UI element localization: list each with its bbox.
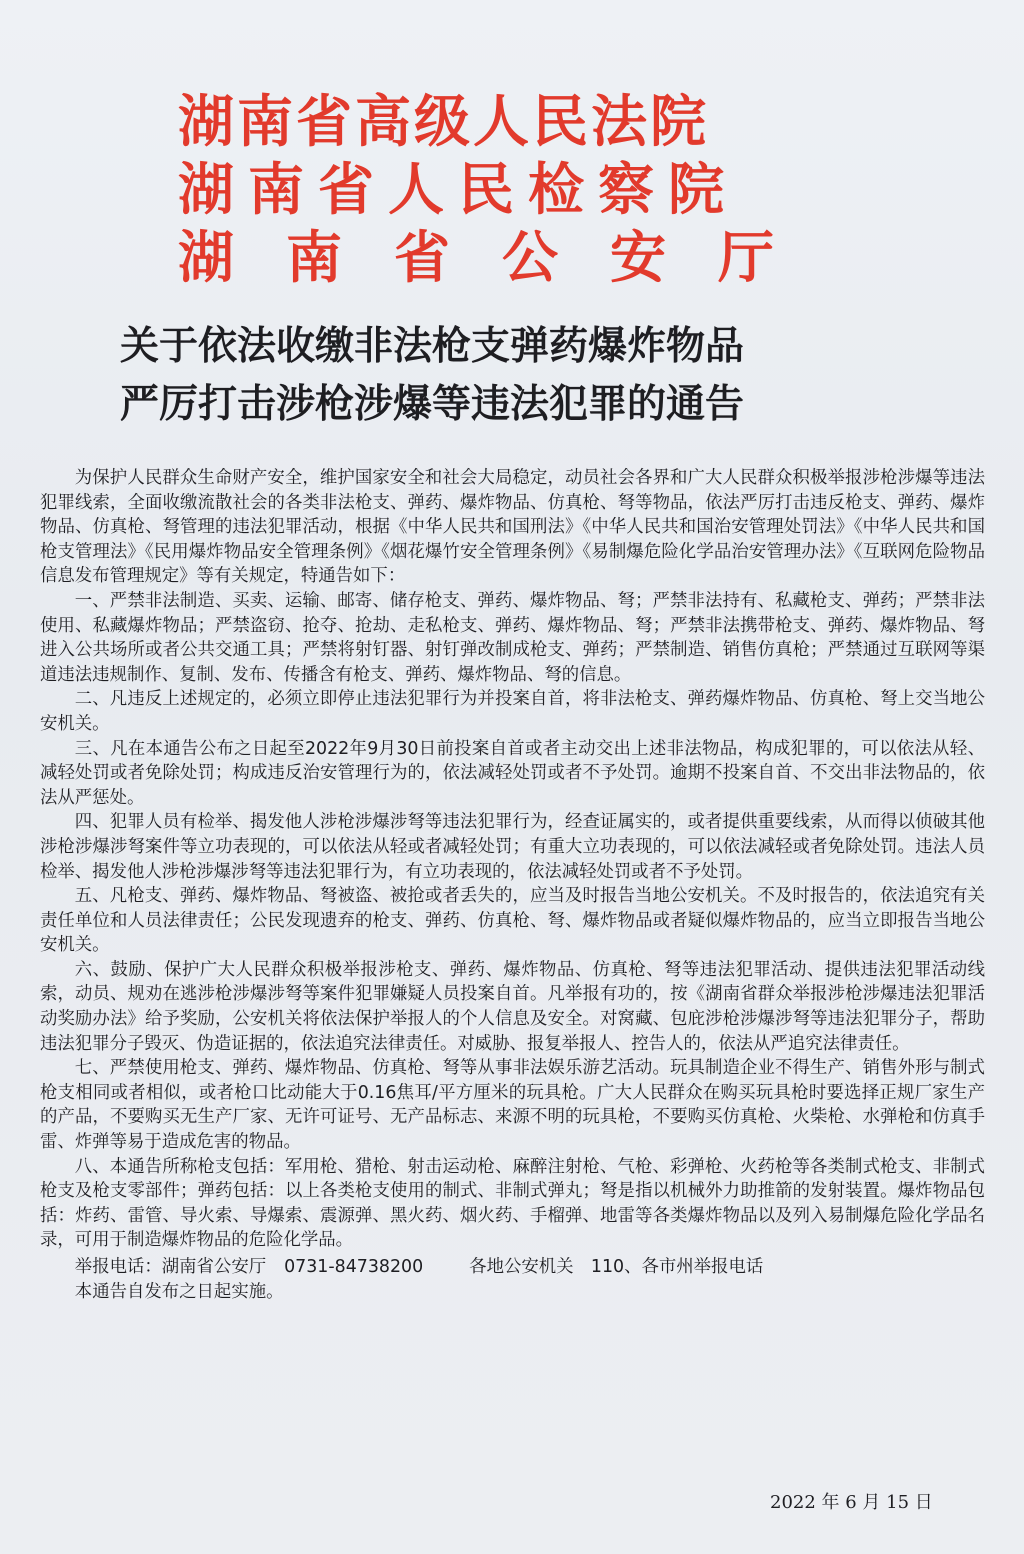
effective-statement: 本通告自发布之日起实施。 (74, 1281, 284, 1302)
report-phone-label: 举报电话：湖南省公安厅 (74, 1257, 267, 1277)
notice-title (120, 320, 920, 432)
notice-body (40, 466, 985, 1304)
clause-5: 五、凡枪支、弹药、爆炸物品、弩被盗、被抢或者丢失的，应当及时报告当地公安机关。不及时报告的，依法追究有关责任单位和人员法律责任；公民发现遗弃的枪支、弹药、仿真枪、弩、爆炸物品或者疑似爆炸物品的，应当立即报告当地公安机关。 (40, 886, 985, 956)
report-phone-number: 0731-84738200 (284, 1257, 424, 1277)
clause-6: 六、鼓励、保护广大人民群众积极举报涉枪支、弹药、爆炸物品、仿真枪、弩等违法犯罪活动、提供违法犯罪活动线索，动员、规劝在逃涉枪涉爆涉弩等案件犯罪嫌疑人员投案自首。凡举报有功的，按《湖南省群众举报涉枪涉爆违法犯罪活动奖励办法》给予奖励，公安机关将依法保护举报人的个人信息及安全。对窝藏、包庇涉枪涉爆涉弩等违法犯罪分子，帮助违法犯罪分子毁灭、伪造证据的，依法追究法律责任。对威胁、报复举报人、控告人的，依法从严追究法律责任。 (40, 959, 985, 1054)
issuer-header (178, 88, 826, 292)
title-line-1: 关于依法收缴非法枪支弹药爆炸物品 (120, 324, 745, 369)
report-contact-line (40, 1255, 985, 1280)
clause-7: 七、严禁使用枪支、弹药、爆炸物品、仿真枪、弩等从事非法娱乐游艺活动。玩具制造企业不得生产、销售外形与制式枪支相同或者相似，或者枪口比动能大于0.16焦耳/平方厘米的玩具枪。广大人民群众在购买玩具枪时要选择正规厂家生产的产品，不要购买无生产厂家、无许可证号、无产品标志、来源不明的玩具枪，不要购买仿真枪、火柴枪、水弹枪和仿真手雷、炸弹等易于造成危害的物品。 (40, 1058, 985, 1153)
title-line-2: 严厉打击涉枪涉爆等违法犯罪的通告 (120, 382, 745, 427)
issue-date: 2022 年 6 月 15 日 (770, 1492, 933, 1513)
clause-8: 八、本通告所称枪支包括：军用枪、猎枪、射击运动枪、麻醉注射枪、气枪、彩弹枪、火药枪等各类制式枪支、非制式枪支及枪支零部件；弹药包括：以上各类枪支使用的制式、非制式弹丸；弩是指以机械外力助推箭的发射装置。爆炸物品包括：炸药、雷管、导火索、导爆索、震源弹、黑火药、烟火药、手榴弹、地雷等各类爆炸物品以及列入易制爆危险化学品名录，可用于制造爆炸物品的危险化学品。 (40, 1156, 985, 1251)
issuer-procuratorate: 湖南省人民检察院 (178, 157, 738, 223)
clause-3: 三、凡在本通告公布之日起至2022年9月30日前投案自首或者主动交出上述非法物品，构成犯罪的，可以依法从轻、减轻处罚或者免除处罚；构成违反治安管理行为的，依法减轻处罚或者不予处罚。逾期不投案自首、不交出非法物品的，依法从严惩处。 (40, 738, 985, 808)
local-report-info: 各地公安机关 110、各市州举报电话 (469, 1257, 764, 1277)
issuer-public-security: 湖南省公安厅 (178, 225, 826, 291)
preamble-paragraph: 为保护人民群众生命财产安全，维护国家安全和社会大局稳定，动员社会各界和广大人民群众积极举报涉枪涉爆等违法犯罪线索，全面收缴流散社会的各类非法枪支、弹药、爆炸物品、仿真枪、弩等物品，依法严厉打击违反枪支、弹药、爆炸物品、仿真枪、弩管理的违法犯罪活动，根据《中华人民共和国刑法》《中华人民共和国治安管理处罚法》《中华人民共和国枪支管理法》《民用爆炸物品安全管理条例》《烟花爆竹安全管理条例》《易制爆危险化学品治安管理办法》《互联网危险物品信息发布管理规定》等有关规定，特通告如下： (40, 468, 985, 587)
clause-2: 二、凡违反上述规定的，必须立即停止违法犯罪行为并投案自首，将非法枪支、弹药爆炸物品、仿真枪、弩上交当地公安机关。 (40, 689, 985, 734)
clause-4: 四、犯罪人员有检举、揭发他人涉枪涉爆涉弩等违法犯罪行为，经查证属实的，或者提供重要线索，从而得以侦破其他涉枪涉爆涉弩案件等立功表现的，可以依法从轻或者减轻处罚；有重大立功表现的，可以依法减轻或者免除处罚。违法人员检举、揭发他人涉枪涉爆涉弩等违法犯罪行为，有立功表现的，依法减轻处罚或者不予处罚。 (40, 812, 985, 882)
clause-1: 一、严禁非法制造、买卖、运输、邮寄、储存枪支、弹药、爆炸物品、弩；严禁非法持有、私藏枪支、弹药；严禁非法使用、私藏爆炸物品；严禁盗窃、抢夺、抢劫、走私枪支、弹药、爆炸物品、弩；严禁非法携带枪支、弹药、爆炸物品、弩进入公共场所或者公共交通工具；严禁将射钉器、射钉弹改制成枪支、弹药；严禁制造、销售仿真枪；严禁通过互联网等渠道违法违规制作、复制、发布、传播含有枪支、弹药、爆炸物品、弩的信息。 (40, 590, 985, 685)
issuer-high-court: 湖南省高级人民法院 (178, 89, 709, 155)
